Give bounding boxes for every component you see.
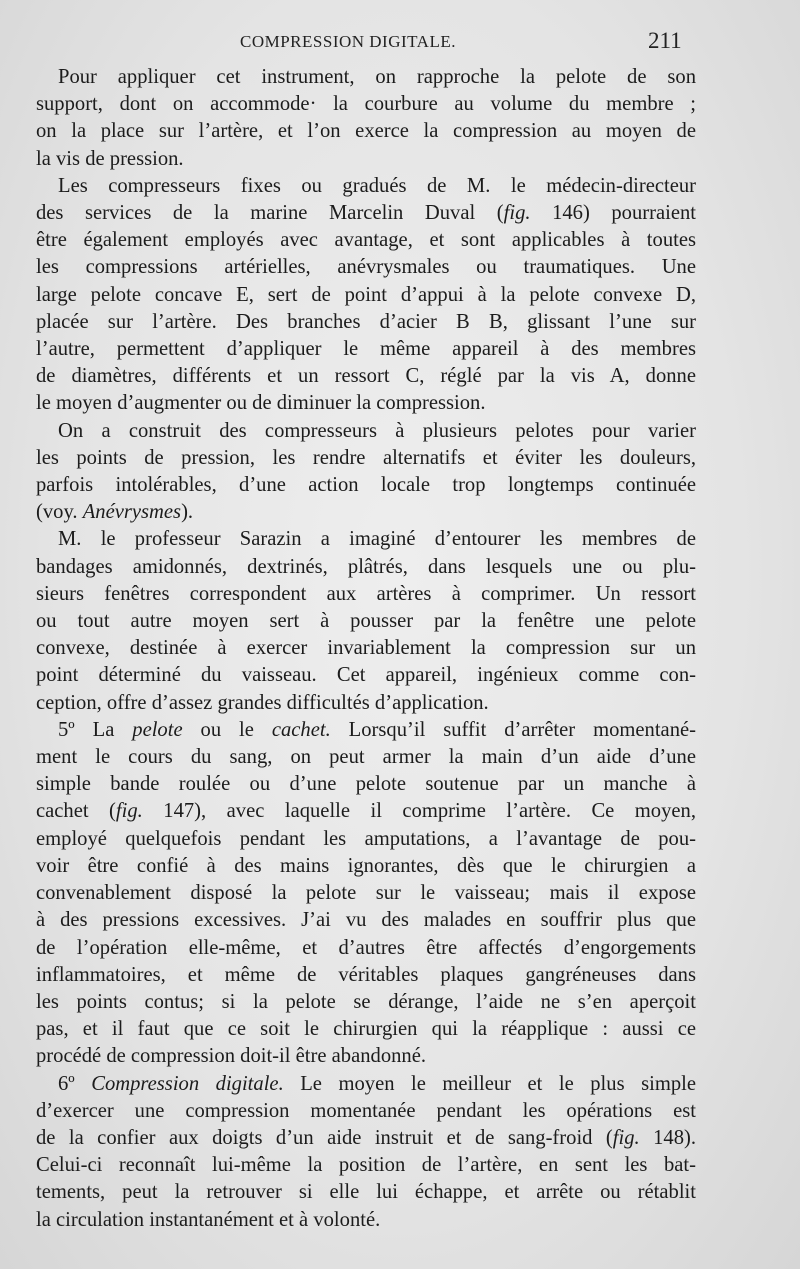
- text-line: procédé de compression doit-il être abandonné.: [36, 1045, 426, 1068]
- text-line: de l’opération elle-même, et d’autres être affectés d’engorgements: [36, 936, 696, 959]
- running-title: COMPRESSION DIGITALE.: [240, 32, 456, 51]
- text-line: d’exercer une compression momentanée pendant les opérations est: [36, 1099, 696, 1122]
- text-line: 5º La pelote ou le cachet. Lorsqu’il suffit d’arrêter momentané-: [58, 718, 696, 741]
- text-line: convenablement disposé la pelote sur le vaisseau; mais il expose: [36, 882, 696, 905]
- text-line: bandages amidonnés, dextrinés, plâtrés, dans lesquels une ou plu-: [36, 555, 696, 578]
- text-line: point déterminé du vaisseau. Cet appareil, ingénieux comme con-: [36, 664, 696, 687]
- text-line: simple bande roulée ou d’une pelote soutenue par un manche à: [36, 773, 696, 796]
- text-line: à des pressions excessives. J’ai vu des malades en souffrir plus que: [36, 909, 696, 932]
- text-line: pas, et il faut que ce soit le chirurgien qui la réapplique : aussi ce: [36, 1018, 696, 1041]
- paragraph-sarazin: [36, 526, 696, 716]
- paragraph-plusieurs-pelotes: [36, 418, 696, 527]
- text-line: ou tout autre moyen sert à pousser par la fenêtre une pelote: [36, 610, 696, 633]
- text-line: convexe, destinée à exercer invariablement la compression sur un: [36, 637, 696, 660]
- text-line: ception, offre d’assez grandes difficultés d’application.: [36, 691, 489, 714]
- text-line: la circulation instantanément et à volonté.: [36, 1208, 381, 1231]
- paragraph-compresseurs-fixes: [36, 173, 696, 418]
- text-line: large pelote concave E, sert de point d’appui à la pelote convexe D,: [36, 283, 696, 306]
- text-line: employé quelquefois pendant les amputations, a l’avantage de pou-: [36, 827, 696, 850]
- text-line: Pour appliquer cet instrument, on rapproche la pelote de son: [58, 66, 696, 88]
- text-line: Les compresseurs fixes ou gradués de M. le médecin-directeur: [58, 174, 696, 197]
- text-line: des services de la marine Marcelin Duval (fig. 146) pourraient: [36, 202, 696, 225]
- text-line: de diamètres, différents et un ressort C, réglé par la vis A, donne: [36, 365, 696, 388]
- page-header: [0, 28, 800, 58]
- text-line: sieurs fenêtres correspondent aux artères à comprimer. Un ressort: [36, 582, 696, 605]
- page-body: [36, 64, 696, 1234]
- page-number: 211: [648, 28, 682, 53]
- text-line: M. le professeur Sarazin a imaginé d’entourer les membres de: [58, 528, 696, 551]
- paragraph-instrument: [36, 64, 696, 173]
- text-line: les points contus; si la pelote se dérange, l’aide ne s’en aperçoit: [36, 990, 696, 1013]
- text-line: la vis de pression.: [36, 147, 184, 170]
- text-line: (voy. Anévrysmes).: [36, 501, 194, 524]
- text-line: placée sur l’artère. Des branches d’acier B B, glissant l’une sur: [36, 310, 696, 333]
- text-line: voir être confié à des mains ignorantes, dès que le chirurgien a: [36, 854, 696, 877]
- text-line: tements, peut la retrouver si elle lui échappe, et arrête ou rétablit: [36, 1181, 696, 1204]
- text-line: de la confier aux doigts d’un aide instruit et de sang-froid (fig. 148).: [36, 1126, 696, 1149]
- text-line: Celui-ci reconnaît lui-même la position de l’artère, en sent les bat-: [36, 1154, 696, 1177]
- text-line: être également employés avec avantage, et sont applicables à toutes: [36, 229, 696, 252]
- text-line: on la place sur l’artère, et l’on exerce la compression au moyen de: [36, 120, 696, 143]
- paragraph-pelote-cachet: [36, 717, 696, 1071]
- text-line: parfois intolérables, d’une action locale trop longtemps continuée: [36, 474, 696, 497]
- text-line: l’autre, permettent d’appliquer le même appareil à des membres: [36, 338, 696, 361]
- text-line: 6º Compression digitale. Le moyen le meilleur et le plus simple: [58, 1072, 696, 1095]
- text-line: les compressions artérielles, anévrysmales ou traumatiques. Une: [36, 256, 696, 279]
- text-line: On a construit des compresseurs à plusieurs pelotes pour varier: [58, 419, 696, 442]
- text-line: cachet (fig. 147), avec laquelle il comprime l’artère. Ce moyen,: [36, 800, 696, 823]
- text-line: support, dont on accommode· la courbure au volume du membre ;: [36, 93, 696, 116]
- text-line: le moyen d’augmenter ou de diminuer la compression.: [36, 392, 486, 415]
- text-line: les points de pression, les rendre alternatifs et éviter les douleurs,: [36, 446, 696, 469]
- text-line: inflammatoires, et même de véritables plaques gangréneuses dans: [36, 963, 696, 986]
- paragraph-compression-digitale: [36, 1071, 696, 1234]
- text-line: ment le cours du sang, on peut armer la main d’un aide d’une: [36, 746, 696, 769]
